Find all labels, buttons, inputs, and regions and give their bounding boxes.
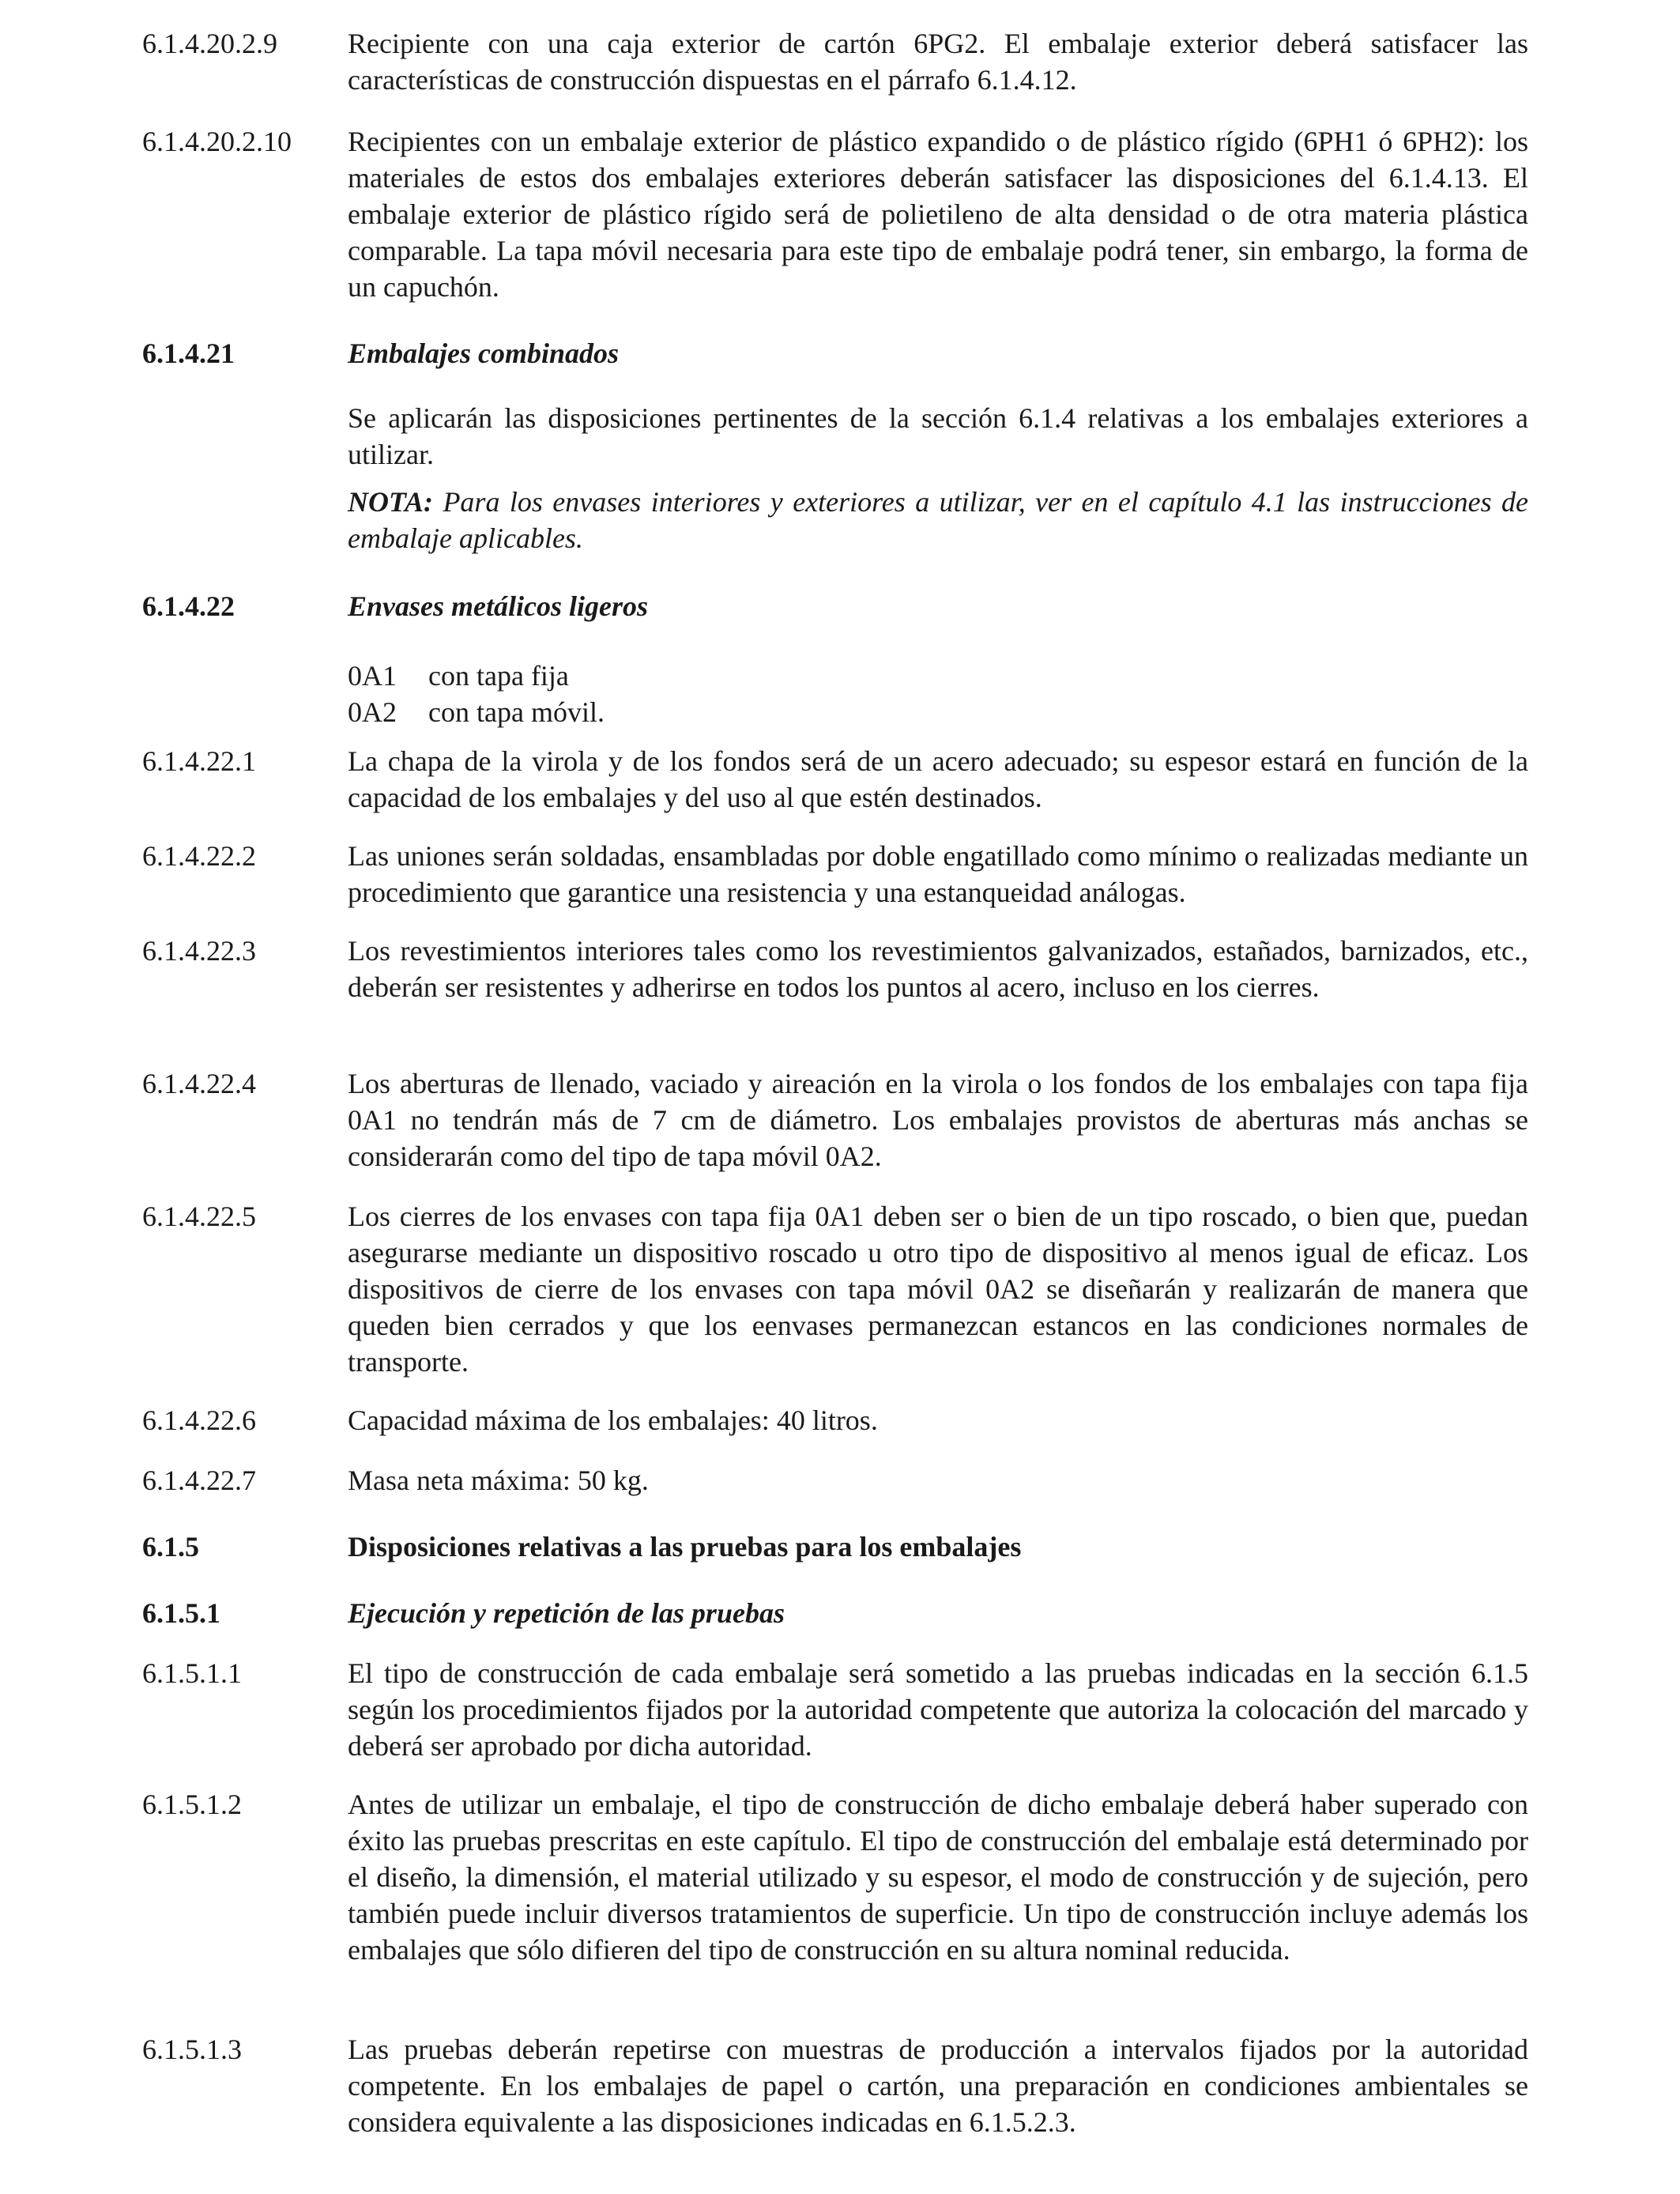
paragraph-number: 6.1.4.22.3 [142,935,256,967]
paragraph-number: 6.1.4.22.4 [142,1068,256,1099]
paragraph-number: 6.1.5.1.3 [142,2034,242,2065]
paragraph-text: Se aplicarán las disposiciones pertinentes de la sección 6.1.4 relativas a los embalajes exteriores a utilizar. [348,402,1528,470]
paragraph-text: La chapa de la virola y de los fondos será de un acero adecuado; su espesor estará en función de la capacidad de los embalajes y del uso al que estén destinados. [348,745,1528,813]
paragraph-text: Los aberturas de llenado, vaciado y aireación en la virola o los fondos de los embalajes con tapa fija 0A1 no tendrán más de 7 cm de diámetro. Los embalajes provistos de aberturas más anchas se considerarán como del tipo de tapa móvil 0A2. [348,1068,1528,1172]
paragraph-text: El tipo de construcción de cada embalaje será sometido a las pruebas indicadas en la sección 6.1.5 según los procedimientos fijados por la autoridad competente que autoriza la colocación del marcado y deberá ser aprobado por dicha autoridad. [348,1657,1528,1762]
paragraph-number: 6.1.4.22.6 [142,1404,256,1436]
note-text: Para los envases interiores y exteriores a utilizar, ver en el capítulo 4.1 las instrucciones de embalaje aplicables. [348,486,1529,554]
paragraph-text: Capacidad máxima de los embalajes: 40 litros. [348,1404,878,1436]
section-title: Disposiciones relativas a las pruebas para los embalajes [348,1531,1022,1563]
paragraph-text: Las pruebas deberán repetirse con muestras de producción a intervalos fijados por la autoridad competente. En los embalajes de papel o cartón, una preparación en condiciones ambientales se considera equivalente a las disposiciones indicadas en 6.1.5.2.3. [348,2034,1528,2138]
note-text-block [348,484,1528,556]
section-title: Embalajes combinados [348,337,620,369]
paragraph-number: 6.1.5.1.2 [142,1789,242,1820]
section-title: Ejecución y repetición de las pruebas [348,1597,785,1629]
section-number: 6.1.5 [142,1531,199,1563]
section-number: 6.1.5.1 [142,1597,220,1629]
paragraph-text: Antes de utilizar un embalaje, el tipo de construcción de dicho embalaje deberá haber superado con éxito las pruebas prescritas en este capítulo. El tipo de construcción del embalaje está determinado por el diseño, la dimensión, el material utilizado y su espesor, el modo de construcción y de sujeción, pero también puede incluir diversos tratamientos de superficie. Un tipo de construcción incluye además los embalajes que sólo difieren del tipo de construcción en su altura nominal reducida. [348,1789,1528,1966]
paragraph-number: 6.1.4.22.5 [142,1201,256,1232]
paragraph-number: 6.1.5.1.1 [142,1657,242,1689]
code-label: 0A2 [348,696,397,728]
paragraph-text: Los cierres de los envases con tapa fija 0A1 deben ser o bien de un tipo roscado, o bien que, puedan asegurarse mediante un dispositivo roscado u otro tipo de dispositivo al menos igual de eficaz. Los dispositivos de cierre de los envases con tapa móvil 0A2 se diseñarán y realizarán de manera que queden bien cerrados y que los eenvases permanezcan estancos en las condiciones normales de transporte. [348,1201,1528,1378]
section-number: 6.1.4.22 [142,590,235,622]
section-title: Envases metálicos ligeros [348,590,648,622]
paragraph-number: 6.1.4.22.1 [142,745,256,777]
paragraph-text: Las uniones serán soldadas, ensambladas por doble engatillado como mínimo o realizadas mediante un procedimiento que garantice una resistencia y una estanqueidad análogas. [348,840,1528,908]
paragraph-text: Recipiente con una caja exterior de cartón 6PG2. El embalaje exterior deberá satisfacer las características de construcción dispuestas en el párrafo 6.1.4.12. [348,28,1528,96]
paragraph-number: 6.1.4.20.2.9 [142,28,277,59]
paragraph-number: 6.1.4.22.2 [142,840,256,872]
paragraph-text: Recipientes con un embalaje exterior de plástico expandido o de plástico rígido (6PH1 ó 6PH2): los materiales de estos dos embalajes exteriores deberán satisfacer las disposiciones del 6.1.4.13. El embalaje exterior de plástico rígido será de polietileno de alta densidad o de otra materia plástica comparable. La tapa móvil necesaria para este tipo de embalaje podrá tener, sin embargo, la forma de un capuchón. [348,126,1528,303]
code-label: 0A1 [348,660,397,692]
paragraph-text: Masa neta máxima: 50 kg. [348,1465,649,1496]
paragraph-number: 6.1.4.22.7 [142,1465,256,1496]
paragraph-number: 6.1.4.20.2.10 [142,126,292,157]
code-description: con tapa móvil. [428,696,605,728]
section-number: 6.1.4.21 [142,337,235,369]
paragraph-text: Los revestimientos interiores tales como los revestimientos galvanizados, estañados, barnizados, etc., deberán ser resistentes y adherirse en todos los puntos al acero, incluso en los cierres. [348,935,1528,1003]
code-description: con tapa fija [428,660,569,692]
note-label: NOTA: [348,486,433,518]
